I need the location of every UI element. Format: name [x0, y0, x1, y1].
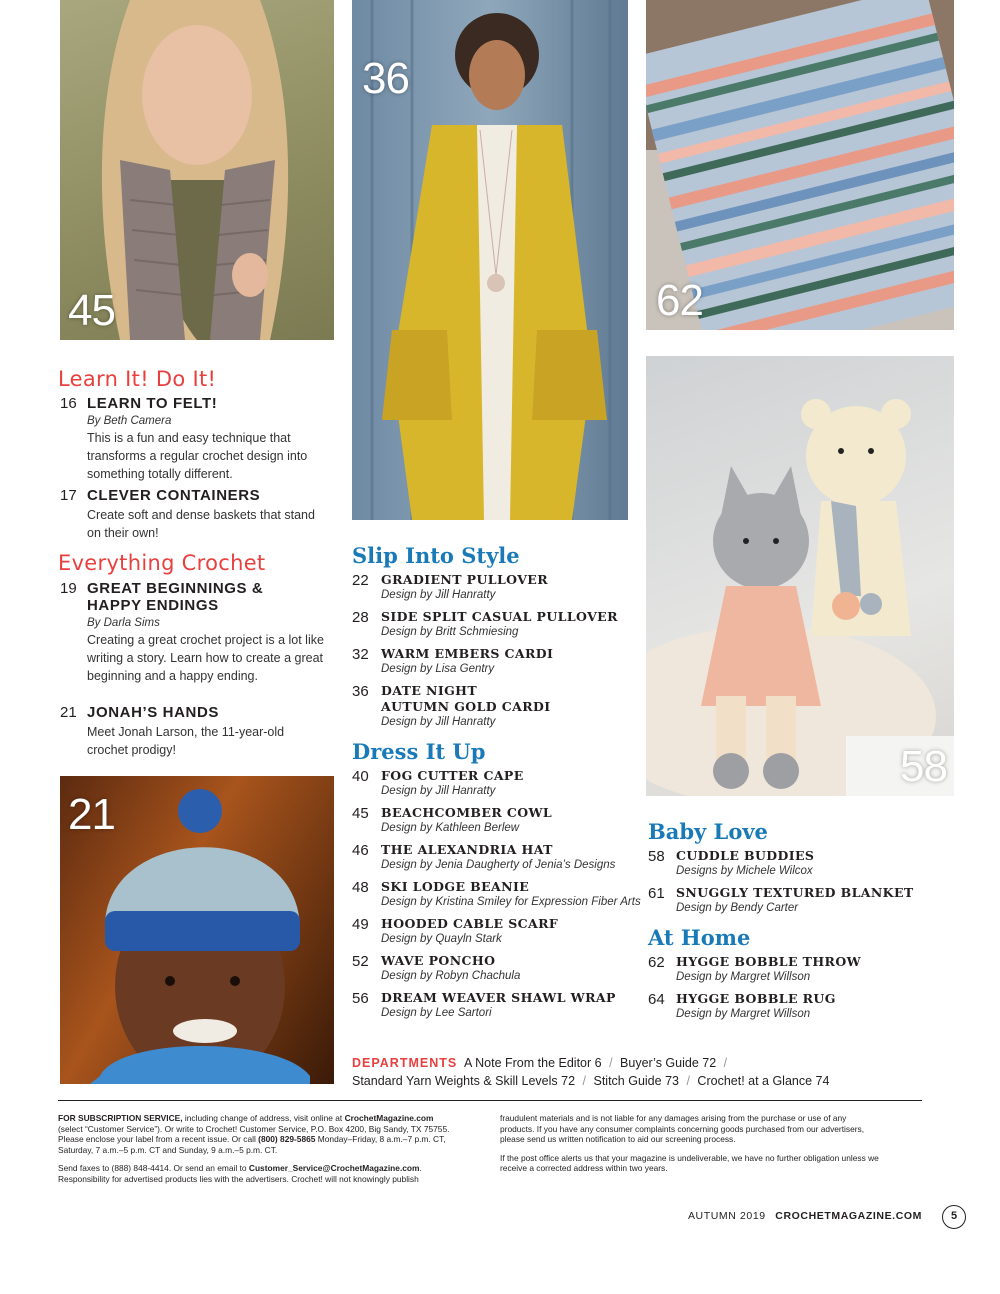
article-desc: Create soft and dense baskets that stand on their own!	[87, 508, 315, 540]
article-title: SKI LODGE BEANIE	[381, 879, 530, 894]
byline: Design by Robyn Chachula	[381, 970, 521, 982]
toc-item-cuddle-buddies[interactable]	[648, 848, 948, 879]
issue-date: AUTUMN 2019	[687, 1210, 766, 1222]
toc-item-wave-poncho[interactable]	[352, 953, 642, 984]
byline: Design by Margret Willson	[676, 971, 811, 983]
page-number: 56	[352, 990, 369, 1007]
photo-number-62: 62	[656, 276, 703, 325]
page-number: 17	[60, 487, 77, 504]
byline: Design by Margret Willson	[676, 1008, 811, 1020]
toc-item-bobble-throw[interactable]	[648, 954, 948, 985]
section-heading-baby: Baby Love	[648, 819, 768, 844]
page-number: 64	[648, 991, 665, 1008]
dept-link-at-a-glance[interactable]: Crochet! at a Glance 74	[697, 1074, 830, 1088]
site-link[interactable]: CrochetMagazine.com	[344, 1113, 434, 1123]
page-number: 52	[352, 953, 369, 970]
toc-item-jonahs-hands[interactable]	[60, 704, 340, 759]
byline: Design by Kristina Smiley for Expression Fiber Arts	[381, 896, 641, 908]
toc-item-hooded-cable[interactable]	[352, 916, 642, 947]
toc-item-snuggly-blanket[interactable]	[648, 885, 948, 916]
photo-number-21: 21	[68, 790, 115, 839]
article-title: SIDE SPLIT CASUAL PULLOVER	[381, 609, 618, 624]
departments	[352, 1054, 829, 1090]
toc-item-beachcomber[interactable]	[352, 805, 642, 836]
page-number: 36	[352, 683, 369, 700]
article-title: LEARN TO FELT!	[87, 395, 218, 412]
photo-cardi	[352, 0, 628, 520]
toc-item-ski-lodge[interactable]	[352, 879, 642, 910]
article-title-line2: HAPPY ENDINGS	[87, 597, 219, 614]
page-number: 22	[352, 572, 369, 589]
toc-item-side-split[interactable]	[352, 609, 642, 640]
toc-item-dream-weaver[interactable]	[352, 990, 642, 1021]
buddies-illustration	[646, 356, 954, 796]
article-title: FOG CUTTER CAPE	[381, 768, 524, 783]
byline: Designs by Michele Wilcox	[676, 865, 813, 877]
photo-buddies	[646, 356, 954, 796]
dept-link-editor[interactable]: A Note From the Editor 6	[464, 1056, 602, 1070]
article-title-line1: GREAT BEGINNINGS &	[87, 580, 264, 597]
article-title: DREAM WEAVER SHAWL WRAP	[381, 990, 616, 1005]
section-heading-home: At Home	[648, 925, 751, 950]
article-desc: This is a fun and easy technique that transforms a regular crochet design into something totally different.	[87, 431, 308, 481]
article-title: BEACHCOMBER COWL	[381, 805, 553, 820]
section-heading-learn: Learn It! Do It!	[58, 367, 217, 391]
byline: Design by Lee Sartori	[381, 1007, 492, 1019]
article-title-line2: AUTUMN GOLD CARDI	[381, 699, 551, 714]
byline: By Darla Sims	[87, 617, 160, 629]
page-number: 45	[352, 805, 369, 822]
article-title: THE ALEXANDRIA HAT	[381, 842, 553, 857]
page-number: 16	[60, 395, 77, 412]
photo-blanket	[646, 0, 954, 330]
toc-item-gradient-pullover[interactable]	[352, 572, 642, 603]
byline: Design by Quayln Stark	[381, 933, 502, 945]
page-number: 49	[352, 916, 369, 933]
separator: /	[609, 1056, 613, 1070]
article-title: JONAH’S HANDS	[87, 704, 219, 721]
toc-item-clever-containers[interactable]	[60, 487, 340, 542]
page-number: 28	[352, 609, 369, 626]
toc-item-alexandria[interactable]	[352, 842, 642, 873]
toc-item-bobble-rug[interactable]	[648, 991, 948, 1022]
page-number: 19	[60, 580, 77, 597]
page-number: 40	[352, 768, 369, 785]
separator: /	[723, 1056, 728, 1070]
section-heading-dress: Dress It Up	[352, 739, 486, 764]
article-desc: Creating a great crochet project is a lot like writing a story. Learn how to create a great beginning and a happy ending.	[87, 633, 324, 683]
article-title: WAVE PONCHO	[381, 953, 496, 968]
article-title-line1: DATE NIGHT	[381, 683, 478, 698]
page-number: 61	[648, 885, 665, 902]
article-title: CLEVER CONTAINERS	[87, 487, 261, 504]
photo-number-58: 58	[900, 742, 947, 791]
article-title: WARM EMBERS CARDI	[381, 646, 554, 661]
byline: Design by Lisa Gentry	[381, 663, 495, 675]
toc-item-learn-to-felt[interactable]	[60, 395, 340, 483]
separator: /	[582, 1074, 587, 1088]
byline: Design by Bendy Carter	[676, 902, 799, 914]
byline: Design by Jill Hanratty	[381, 785, 496, 797]
dept-link-buyers-guide[interactable]: Buyer’s Guide 72	[620, 1056, 717, 1070]
dept-link-yarn-weights[interactable]: Standard Yarn Weights & Skill Levels 72	[352, 1074, 576, 1088]
divider	[58, 1100, 922, 1101]
byline: Design by Jill Hanratty	[381, 589, 496, 601]
article-title: GRADIENT PULLOVER	[381, 572, 549, 587]
byline: Design by Kathleen Berlew	[381, 822, 520, 834]
article-title: HYGGE BOBBLE THROW	[676, 954, 862, 969]
section-heading-slip: Slip Into Style	[352, 543, 520, 568]
footer-site: CROCHETMAGAZINE.COM	[775, 1210, 922, 1222]
photo-hat	[60, 776, 334, 1084]
byline: By Beth Camera	[87, 415, 172, 427]
email-link[interactable]: Customer_Service@CrochetMagazine.com	[248, 1163, 420, 1173]
footer	[688, 1210, 922, 1222]
byline: Design by Jill Hanratty	[381, 716, 496, 728]
section-heading-everything: Everything Crochet	[58, 551, 266, 575]
departments-label: DEPARTMENTS	[352, 1056, 458, 1070]
toc-item-date-night[interactable]	[352, 683, 642, 730]
page-number-badge: 5	[942, 1205, 966, 1229]
phone-number: (800) 829-5865	[258, 1134, 316, 1144]
page-number: 21	[60, 704, 77, 721]
article-title: HYGGE BOBBLE RUG	[676, 991, 836, 1006]
photo-number-45: 45	[68, 286, 115, 335]
byline: Design by Jenia Daugherty of Jenia’s Designs	[381, 859, 616, 871]
page-number: 62	[648, 954, 665, 971]
subscription-info: FOR SUBSCRIPTION SERVICE, including change of address, visit online at CrochetMagazine.com (select “Customer Service”). Or write to Crochet! Customer Service, P.O. Box 4200, Big Sandy, TX 75755. Please enclose your label from a recent issue. Or call (800) 829-5865 Monday–Friday, 8 a.m.–7 p.m. CT, Saturday, 7 a.m.–5 p.m. CT and Sunday, 9 a.m.–5 p.m. CT. Send faxes to (888) 848-4414. Or send an email to Customer_Service@CrochetMagazine.com. Responsibility for advertised products lies with the advertisers. Crochet! will not knowingly publish	[58, 1113, 450, 1184]
toc-item-warm-embers[interactable]	[352, 646, 642, 677]
page-number: 58	[648, 848, 665, 865]
article-title: HOODED CABLE SCARF	[381, 916, 559, 931]
toc-item-fog-cutter[interactable]	[352, 768, 642, 799]
photo-number-36: 36	[362, 54, 409, 103]
article-title: CUDDLE BUDDIES	[676, 848, 815, 863]
dept-link-stitch-guide[interactable]: Stitch Guide 73	[593, 1074, 679, 1088]
separator: /	[686, 1074, 690, 1088]
page-number: 32	[352, 646, 369, 663]
article-title: SNUGGLY TEXTURED BLANKET	[676, 885, 914, 900]
toc-item-great-beginnings[interactable]	[60, 580, 340, 685]
page-number: 46	[352, 842, 369, 859]
page-number: 48	[352, 879, 369, 896]
byline: Design by Britt Schmiesing	[381, 626, 519, 638]
article-desc: Meet Jonah Larson, the 11-year-old crochet prodigy!	[87, 725, 285, 757]
liability-info: fraudulent materials and is not liable for any damages arising from the purchase or use of any products. If you have any consumer complaints concerning goods purchased from our advertisers, please send us written notification to aid our screening process. If the post office alerts us that your magazine is undeliverable, we have no further obligation unless we receive a corrected address within two years.	[500, 1113, 879, 1173]
photo-scarf	[60, 0, 334, 340]
